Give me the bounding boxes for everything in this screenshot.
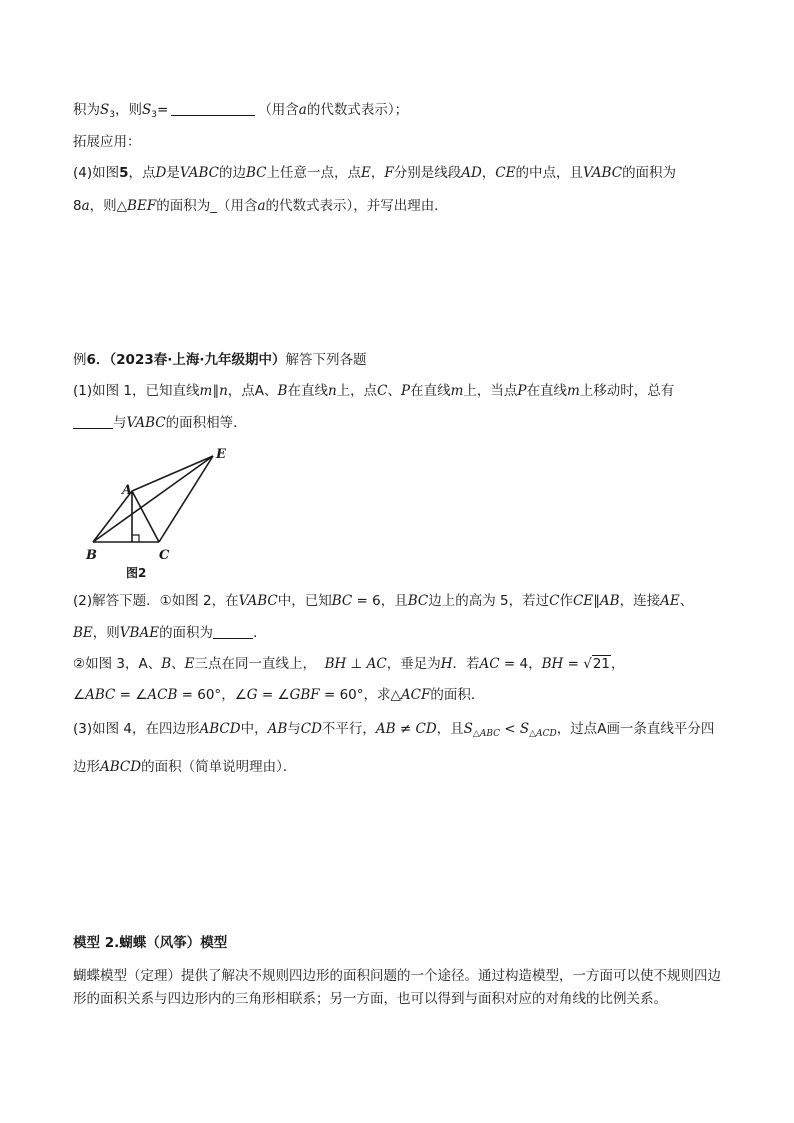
math-var: CD bbox=[415, 721, 437, 737]
question-4-line2 bbox=[73, 197, 448, 215]
text: 在直线 bbox=[287, 383, 328, 399]
math-expr: ≠ bbox=[395, 721, 416, 737]
text: ， bbox=[481, 165, 496, 181]
text: 积为 bbox=[73, 102, 100, 118]
math-var: AB bbox=[375, 721, 396, 737]
math-var: BH bbox=[541, 656, 564, 672]
question-2b-line2 bbox=[73, 686, 484, 704]
segment-ce bbox=[159, 456, 213, 542]
text: 上移动时，总有 bbox=[579, 383, 675, 399]
math-var: AE bbox=[660, 593, 680, 609]
math-expr: = bbox=[563, 656, 584, 672]
text: ，点 bbox=[128, 165, 156, 181]
math-var: S bbox=[463, 721, 473, 737]
example-source: （2023春·上海·九年级期中） bbox=[109, 352, 286, 368]
q-number: (3) bbox=[73, 721, 93, 737]
math-expr: = 60° bbox=[319, 687, 364, 703]
text: 解答下题． bbox=[92, 593, 160, 609]
text: 的面积． bbox=[430, 687, 485, 703]
text: ，且 bbox=[380, 593, 408, 609]
math-var: G bbox=[246, 687, 258, 703]
math-var: a bbox=[298, 102, 307, 118]
question-3-line2 bbox=[73, 758, 296, 776]
text: 如图 bbox=[92, 165, 120, 181]
question-2b-line1 bbox=[73, 655, 625, 673]
text: 的面积相等． bbox=[165, 415, 247, 431]
math-var: BC bbox=[331, 593, 353, 609]
fig-ref: 5 bbox=[119, 165, 129, 181]
math-var: n bbox=[219, 383, 228, 399]
text: 上任意一点，点 bbox=[266, 165, 361, 181]
text: 、 bbox=[147, 656, 162, 672]
text: 中，已知 bbox=[277, 593, 332, 609]
sqrt-radicand: 21 bbox=[592, 656, 611, 672]
text: 的边 bbox=[218, 165, 246, 181]
math-var: ABC bbox=[85, 687, 116, 703]
text: 例 bbox=[73, 352, 87, 368]
math-expr: = ∠ bbox=[115, 687, 148, 703]
label-b: B bbox=[86, 548, 97, 563]
text: 如图 3， bbox=[85, 656, 139, 672]
text: 的面积为 bbox=[159, 625, 214, 641]
segment-ac bbox=[132, 491, 159, 542]
math-var: E bbox=[360, 165, 371, 181]
math-expr: < bbox=[500, 721, 520, 737]
math-var: CE bbox=[495, 165, 516, 181]
text: 分别是线段 bbox=[393, 165, 462, 181]
text: ， bbox=[370, 165, 385, 181]
math-var: BH bbox=[324, 656, 347, 672]
circled-number: ② bbox=[73, 656, 86, 672]
math-var: m bbox=[567, 383, 580, 399]
text: ，则△ bbox=[89, 198, 128, 214]
figure-caption: 图2 bbox=[126, 566, 147, 580]
answer-blank[interactable] bbox=[73, 415, 113, 429]
parallel-symbol: ∥ bbox=[593, 593, 600, 609]
math-var: C bbox=[549, 593, 560, 609]
model-2-title: 模型 2.蝴蝶（风筝）模型 bbox=[73, 935, 228, 951]
text: （用含 bbox=[258, 102, 299, 118]
math-var: BEF bbox=[127, 198, 157, 214]
text: 不平行， bbox=[321, 721, 376, 737]
text: 、 bbox=[171, 656, 185, 672]
text: 边形 bbox=[73, 759, 100, 775]
math-var: AB bbox=[267, 721, 288, 737]
text: 的代数式表示），并写出理由． bbox=[265, 198, 448, 214]
math-var: BC bbox=[407, 593, 429, 609]
question-2-line2 bbox=[73, 624, 267, 642]
text: 在直线 bbox=[410, 383, 451, 399]
math-var: A bbox=[597, 721, 607, 737]
text: ．若 bbox=[452, 656, 480, 672]
math-var: n bbox=[327, 383, 337, 399]
math-var: H bbox=[440, 656, 453, 672]
math-var: m bbox=[199, 383, 213, 399]
text: 、 bbox=[387, 383, 401, 399]
text: 如图 4，在四边形 bbox=[92, 721, 200, 737]
sqrt-sign: √ bbox=[583, 656, 592, 672]
text: 上，当点 bbox=[463, 383, 518, 399]
text: 解答下列各题 bbox=[285, 352, 367, 368]
math-var: C bbox=[377, 383, 388, 399]
text: 边上的高为 5，若过 bbox=[428, 593, 550, 609]
text: 中， bbox=[240, 721, 268, 737]
math-var: m bbox=[450, 383, 464, 399]
question-1-line1 bbox=[73, 382, 674, 400]
text: 与 bbox=[287, 721, 301, 737]
text: 的面积为 bbox=[622, 165, 677, 181]
extension-title: 拓展应用： bbox=[73, 134, 141, 150]
answer-line-s3 bbox=[73, 101, 408, 124]
equals-sign: = bbox=[156, 102, 169, 118]
math-expr: = 6 bbox=[352, 593, 381, 609]
text: ，点 bbox=[227, 383, 255, 399]
math-var: a bbox=[257, 198, 266, 214]
subscript: 3 bbox=[109, 110, 115, 120]
math-var: VABC bbox=[126, 415, 166, 431]
answer-blank[interactable] bbox=[171, 102, 255, 116]
math-var: VABC bbox=[179, 165, 219, 181]
perp-symbol: ⊥ bbox=[346, 656, 367, 672]
right-angle-mark bbox=[132, 535, 139, 542]
text: 三点在同一直线上， bbox=[194, 656, 317, 672]
math-var: A bbox=[138, 656, 148, 672]
math-var: F bbox=[384, 165, 394, 181]
math-var: GBF bbox=[289, 687, 320, 703]
parallel-symbol: ∥ bbox=[212, 383, 220, 399]
figure-2 bbox=[82, 443, 242, 583]
math-var: ABCD bbox=[199, 721, 241, 737]
text: ， bbox=[611, 656, 625, 672]
math-var: ACB bbox=[147, 687, 178, 703]
text: ， bbox=[528, 656, 542, 672]
text: 如图 1，已知直线 bbox=[92, 383, 200, 399]
math-var: CE bbox=[572, 593, 594, 609]
math-var: B bbox=[277, 383, 288, 399]
text: ，垂足为 bbox=[386, 656, 441, 672]
math-var: D bbox=[155, 165, 167, 181]
math-expr: = ∠ bbox=[257, 687, 290, 703]
text: 的代数式表示）； bbox=[306, 102, 409, 118]
math-var: VABC bbox=[238, 593, 278, 609]
text: 作 bbox=[559, 593, 573, 609]
math-var: ABCD bbox=[100, 759, 142, 775]
text: 在直线 bbox=[526, 383, 567, 399]
number: 8 bbox=[73, 198, 82, 214]
example-number: 6． bbox=[86, 352, 110, 368]
subscript: △ABC bbox=[472, 729, 500, 739]
circled-number: ① bbox=[159, 593, 172, 609]
text: 的面积为_（用含 bbox=[156, 198, 258, 214]
math-var: AC bbox=[366, 656, 387, 672]
q-number: (4) bbox=[73, 165, 93, 181]
question-2-line1 bbox=[73, 592, 693, 610]
text: 、 bbox=[679, 593, 694, 609]
text: 的中点，且 bbox=[515, 165, 583, 181]
math-var: VABC bbox=[582, 165, 623, 181]
math-var: AD bbox=[461, 165, 482, 181]
math-var: AC bbox=[479, 656, 500, 672]
math-var: S bbox=[100, 102, 110, 118]
question-3-line1 bbox=[73, 720, 714, 743]
q-number: (2) bbox=[73, 593, 93, 609]
label-e: E bbox=[216, 447, 226, 462]
math-var: a bbox=[81, 198, 90, 214]
text: 与 bbox=[113, 415, 127, 431]
q-number: (1) bbox=[73, 383, 93, 399]
text: 是 bbox=[166, 165, 180, 181]
text: 、 bbox=[264, 383, 278, 399]
text: 上，点 bbox=[336, 383, 378, 399]
example-6-header bbox=[73, 351, 367, 369]
text: 的面积（简单说明理由）． bbox=[141, 759, 297, 775]
model-2-paragraph: 蝴蝶模型（定理）提供了解决不规则四边形的面积问题的一个途径。通过构造模型，一方面可以使不规则四边形的面积关系与四边形内的三角形相联系；另一方面，也可以得到与面积对应的对角线的比例关系。 bbox=[73, 968, 721, 1007]
math-var: BC bbox=[245, 165, 267, 181]
math-var: CD bbox=[300, 721, 322, 737]
math-var: ACF bbox=[400, 687, 431, 703]
text: 如图 2，在 bbox=[171, 593, 239, 609]
question-1-line2 bbox=[73, 414, 247, 432]
text: ，过点 bbox=[556, 721, 598, 737]
label-c: C bbox=[159, 548, 170, 563]
subscript: △ACD bbox=[529, 729, 557, 739]
question-4-line1 bbox=[73, 164, 676, 182]
segment-ba bbox=[93, 491, 132, 542]
text: ， bbox=[221, 687, 235, 703]
math-var: VBAE bbox=[119, 625, 160, 641]
subscript: 3 bbox=[151, 110, 157, 120]
answer-blank[interactable] bbox=[213, 625, 253, 639]
text: ，且 bbox=[436, 721, 464, 737]
math-expr: = 4 bbox=[499, 656, 529, 672]
math-var: S bbox=[519, 721, 530, 737]
text: ，则 bbox=[92, 625, 120, 641]
text: ，求△ bbox=[363, 687, 401, 703]
math-var: B bbox=[161, 656, 172, 672]
text: 画一条直线平分四 bbox=[606, 721, 715, 737]
math-var: E bbox=[184, 656, 195, 672]
math-var: S bbox=[141, 102, 152, 118]
text: ． bbox=[253, 625, 267, 641]
angle-symbol: ∠ bbox=[234, 687, 247, 703]
text: ，连接 bbox=[619, 593, 661, 609]
math-var: P bbox=[401, 383, 411, 399]
angle-symbol: ∠ bbox=[73, 687, 86, 703]
math-var: AB bbox=[599, 593, 620, 609]
label-a: A bbox=[122, 483, 133, 498]
math-var: BE bbox=[73, 625, 93, 641]
math-var: A bbox=[254, 383, 265, 399]
math-expr: = 60° bbox=[177, 687, 222, 703]
math-var: P bbox=[517, 383, 527, 399]
text: ，则 bbox=[114, 102, 142, 118]
